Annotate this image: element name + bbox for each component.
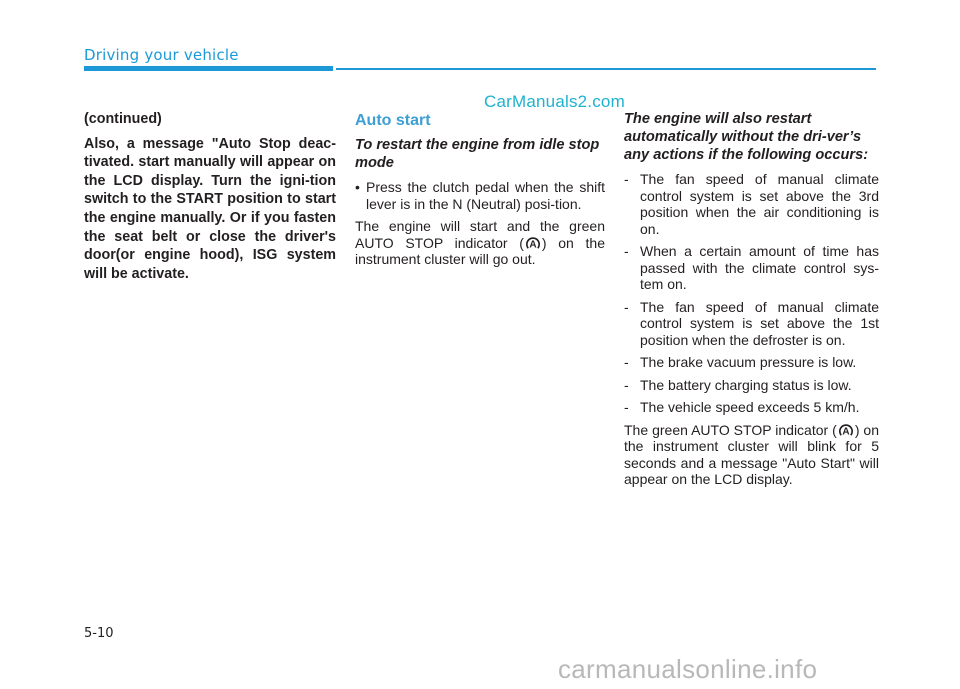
auto-stop-indicator-icon: [838, 423, 854, 437]
section-header-title: Driving your vehicle: [84, 46, 239, 64]
list-item-text: The vehicle speed exceeds 5 km/h.: [640, 399, 860, 415]
svg-text:A: A: [529, 238, 537, 250]
dash-mark: -: [624, 171, 629, 187]
list-item: [624, 377, 879, 394]
engine-start-paragraph: [355, 218, 605, 268]
list-item-text: When a certain amount of time has passed with the climate control sys-tem on.: [640, 243, 879, 292]
header-rule-thin: [336, 68, 876, 70]
auto-stop-indicator-icon: [525, 236, 541, 250]
page-number: 5-10: [84, 626, 114, 641]
column-3: [624, 110, 879, 494]
bullet-text: Press the clutch pedal when the shift lever is in the N (Neutral) posi-tion.: [366, 179, 605, 212]
bullet-item-clutch: [355, 179, 605, 212]
list-item: [624, 354, 879, 371]
watermark-top[interactable]: CarManuals2.com: [484, 92, 625, 111]
paragraph-text-start: The green AUTO STOP indicator (: [624, 421, 837, 438]
list-item-text: The fan speed of manual climate control system is set above the 1st position when the defroster is on.: [640, 298, 879, 348]
paragraph-text-start: The engine will start and the green AUTO STOP indicator (: [355, 218, 605, 251]
watermark-bottom[interactable]: carmanualsonline.info: [558, 654, 818, 684]
list-item-text: The fan speed of manual climate control system is set above the 3rd position when the air conditioning is on.: [640, 171, 879, 237]
subtitle-restart-from-idle: To restart the engine from idle stop mode: [355, 137, 600, 171]
dash-mark: -: [624, 243, 629, 259]
header-rule-thick: [84, 66, 333, 71]
continued-label: (continued): [84, 111, 162, 127]
section-title-auto-start: Auto start: [355, 112, 431, 129]
list-item: [624, 243, 879, 293]
dash-mark: -: [624, 399, 629, 415]
paragraph-text-end: ) on the instrument cluster will blink for 5 seconds and a message "Auto Start" will appear on the LCD display.: [624, 421, 880, 487]
dash-mark: -: [624, 376, 629, 393]
blink-indicator-paragraph: [624, 422, 879, 488]
list-item: [624, 299, 879, 349]
list-item: [624, 399, 879, 416]
dash-mark: -: [624, 354, 629, 370]
list-item-text: The brake vacuum pressure is low.: [640, 354, 857, 370]
list-item-text: The battery charging status is low.: [640, 376, 852, 393]
subtitle-auto-restart-conditions: The engine will also restart automatically without the dri-ver’s any actions if the following occurs:: [624, 111, 869, 163]
paragraph-text-end: ) on the instrument cluster will go out.: [355, 234, 605, 267]
svg-text:A: A: [842, 425, 850, 437]
column-1: [84, 110, 336, 289]
dash-mark: -: [624, 298, 629, 315]
column-2: [355, 112, 605, 274]
list-item: [624, 171, 879, 237]
isg-deactivated-paragraph: Also, a message "Auto Stop deac-tivated. start manually will appear on the LCD display. Turn the igni-tion switch to the START position to start the engine manually. Or if you fasten the seat belt or close the driver's door(or engine hood), ISG system will be activate.: [84, 135, 336, 282]
bullet-mark: •: [355, 179, 360, 195]
